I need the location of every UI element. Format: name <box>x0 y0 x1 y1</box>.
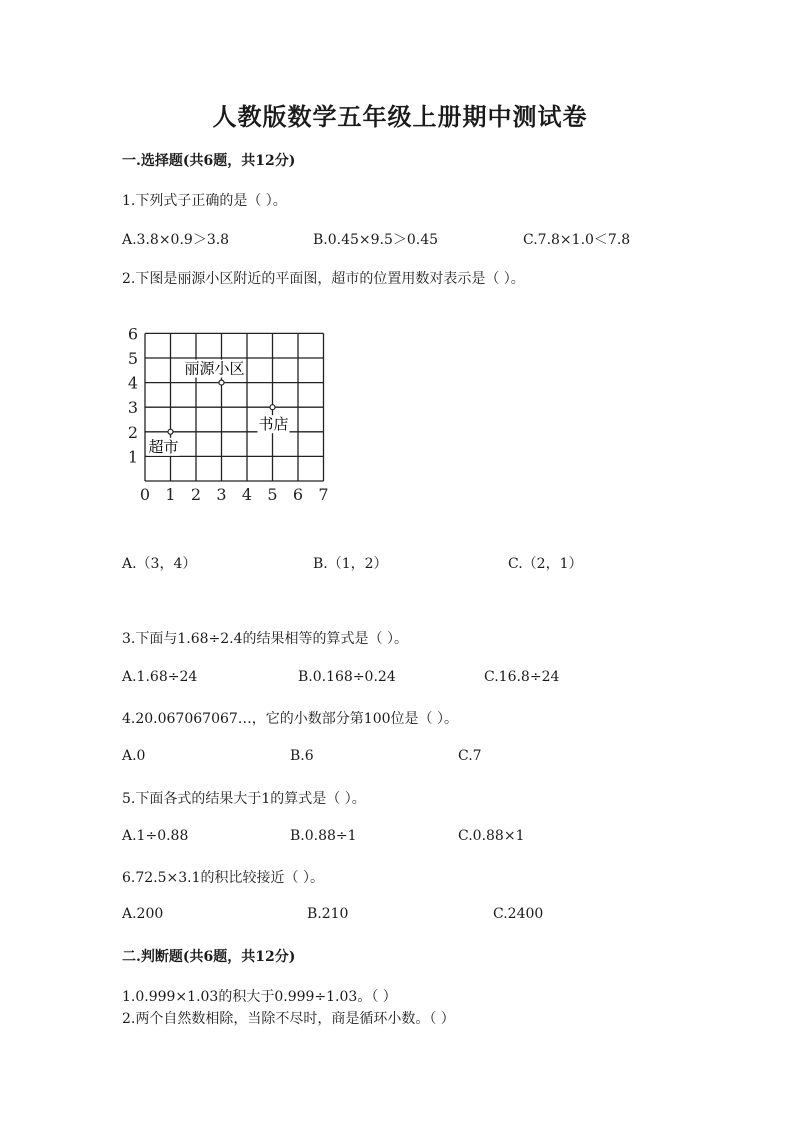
q1-option-a: A.3.8×0.9＞3.8 <box>122 232 230 248</box>
judgment-question-1: 1.0.999×1.03的积大于0.999÷1.03。（ ） <box>122 989 397 1005</box>
x-tick-label: 6 <box>292 485 304 504</box>
question-2: 2.下图是丽源小区附近的平面图，超市的位置用数对表示是（ ）。 <box>122 271 525 287</box>
question-6: 6.72.5×3.1的积比较接近（ ）。 <box>122 870 324 886</box>
q2-option-a: A.（3，4） <box>122 556 197 572</box>
location-label: 书店 <box>258 415 289 434</box>
q6-option-b: B.210 <box>307 906 349 922</box>
page-title: 人教版数学五年级上册期中测试卷 <box>212 102 588 131</box>
section-heading-choice: 一.选择题(共6题，共12分) <box>122 153 296 169</box>
q6-option-a: A.200 <box>122 906 164 922</box>
x-tick-label: 0 <box>139 485 151 504</box>
location-point <box>168 429 173 434</box>
q3-option-c: C.16.8÷24 <box>484 669 560 685</box>
y-tick-label: 4 <box>127 373 139 393</box>
q4-option-c: C.7 <box>458 748 482 764</box>
question-1: 1.下列式子正确的是（ ）。 <box>122 193 287 209</box>
location-label: 丽源小区 <box>184 359 245 378</box>
judgment-question-2: 2.两个自然数相除，当除不尽时，商是循环小数。（ ） <box>122 1011 455 1027</box>
q1-option-b: B.0.45×9.5＞0.45 <box>313 232 439 248</box>
q2-option-c: C.（2，1） <box>508 556 583 572</box>
x-tick-label: 2 <box>190 485 202 504</box>
coordinate-grid-figure <box>118 322 338 512</box>
q4-option-a: A.0 <box>122 748 146 764</box>
q5-option-a: A.1÷0.88 <box>122 828 189 844</box>
question-4: 4.20.067067067…，它的小数部分第100位是（ ）。 <box>122 711 458 727</box>
y-tick-label: 2 <box>127 422 139 442</box>
question-3: 3.下面与1.68÷2.4的结果相等的算式是（ ）。 <box>122 631 408 647</box>
q3-option-b: B.0.168÷0.24 <box>298 669 396 685</box>
y-tick-label: 5 <box>127 349 139 368</box>
q6-option-c: C.2400 <box>493 906 544 922</box>
location-label: 超市 <box>148 437 179 456</box>
y-tick-label: 1 <box>127 447 139 467</box>
q2-option-b: B.（1，2） <box>313 556 388 572</box>
y-tick-label: 6 <box>127 324 139 344</box>
section-heading-judgment: 二.判断题(共6题，共12分) <box>122 949 296 965</box>
x-tick-label: 5 <box>267 485 278 504</box>
q3-option-a: A.1.68÷24 <box>122 669 198 685</box>
x-tick-label: 4 <box>241 485 253 504</box>
location-point <box>270 405 275 410</box>
question-5: 5.下面各式的结果大于1的算式是（ ）。 <box>122 791 366 807</box>
q5-option-b: B.0.88÷1 <box>290 828 357 844</box>
q1-option-c: C.7.8×1.0＜7.8 <box>523 232 631 248</box>
location-point <box>219 380 224 385</box>
y-tick-label: 3 <box>127 398 139 418</box>
x-tick-label: 3 <box>216 485 227 504</box>
q5-option-c: C.0.88×1 <box>458 828 525 844</box>
x-tick-label: 1 <box>165 485 176 504</box>
x-tick-label: 7 <box>318 485 329 504</box>
q4-option-b: B.6 <box>290 748 314 764</box>
